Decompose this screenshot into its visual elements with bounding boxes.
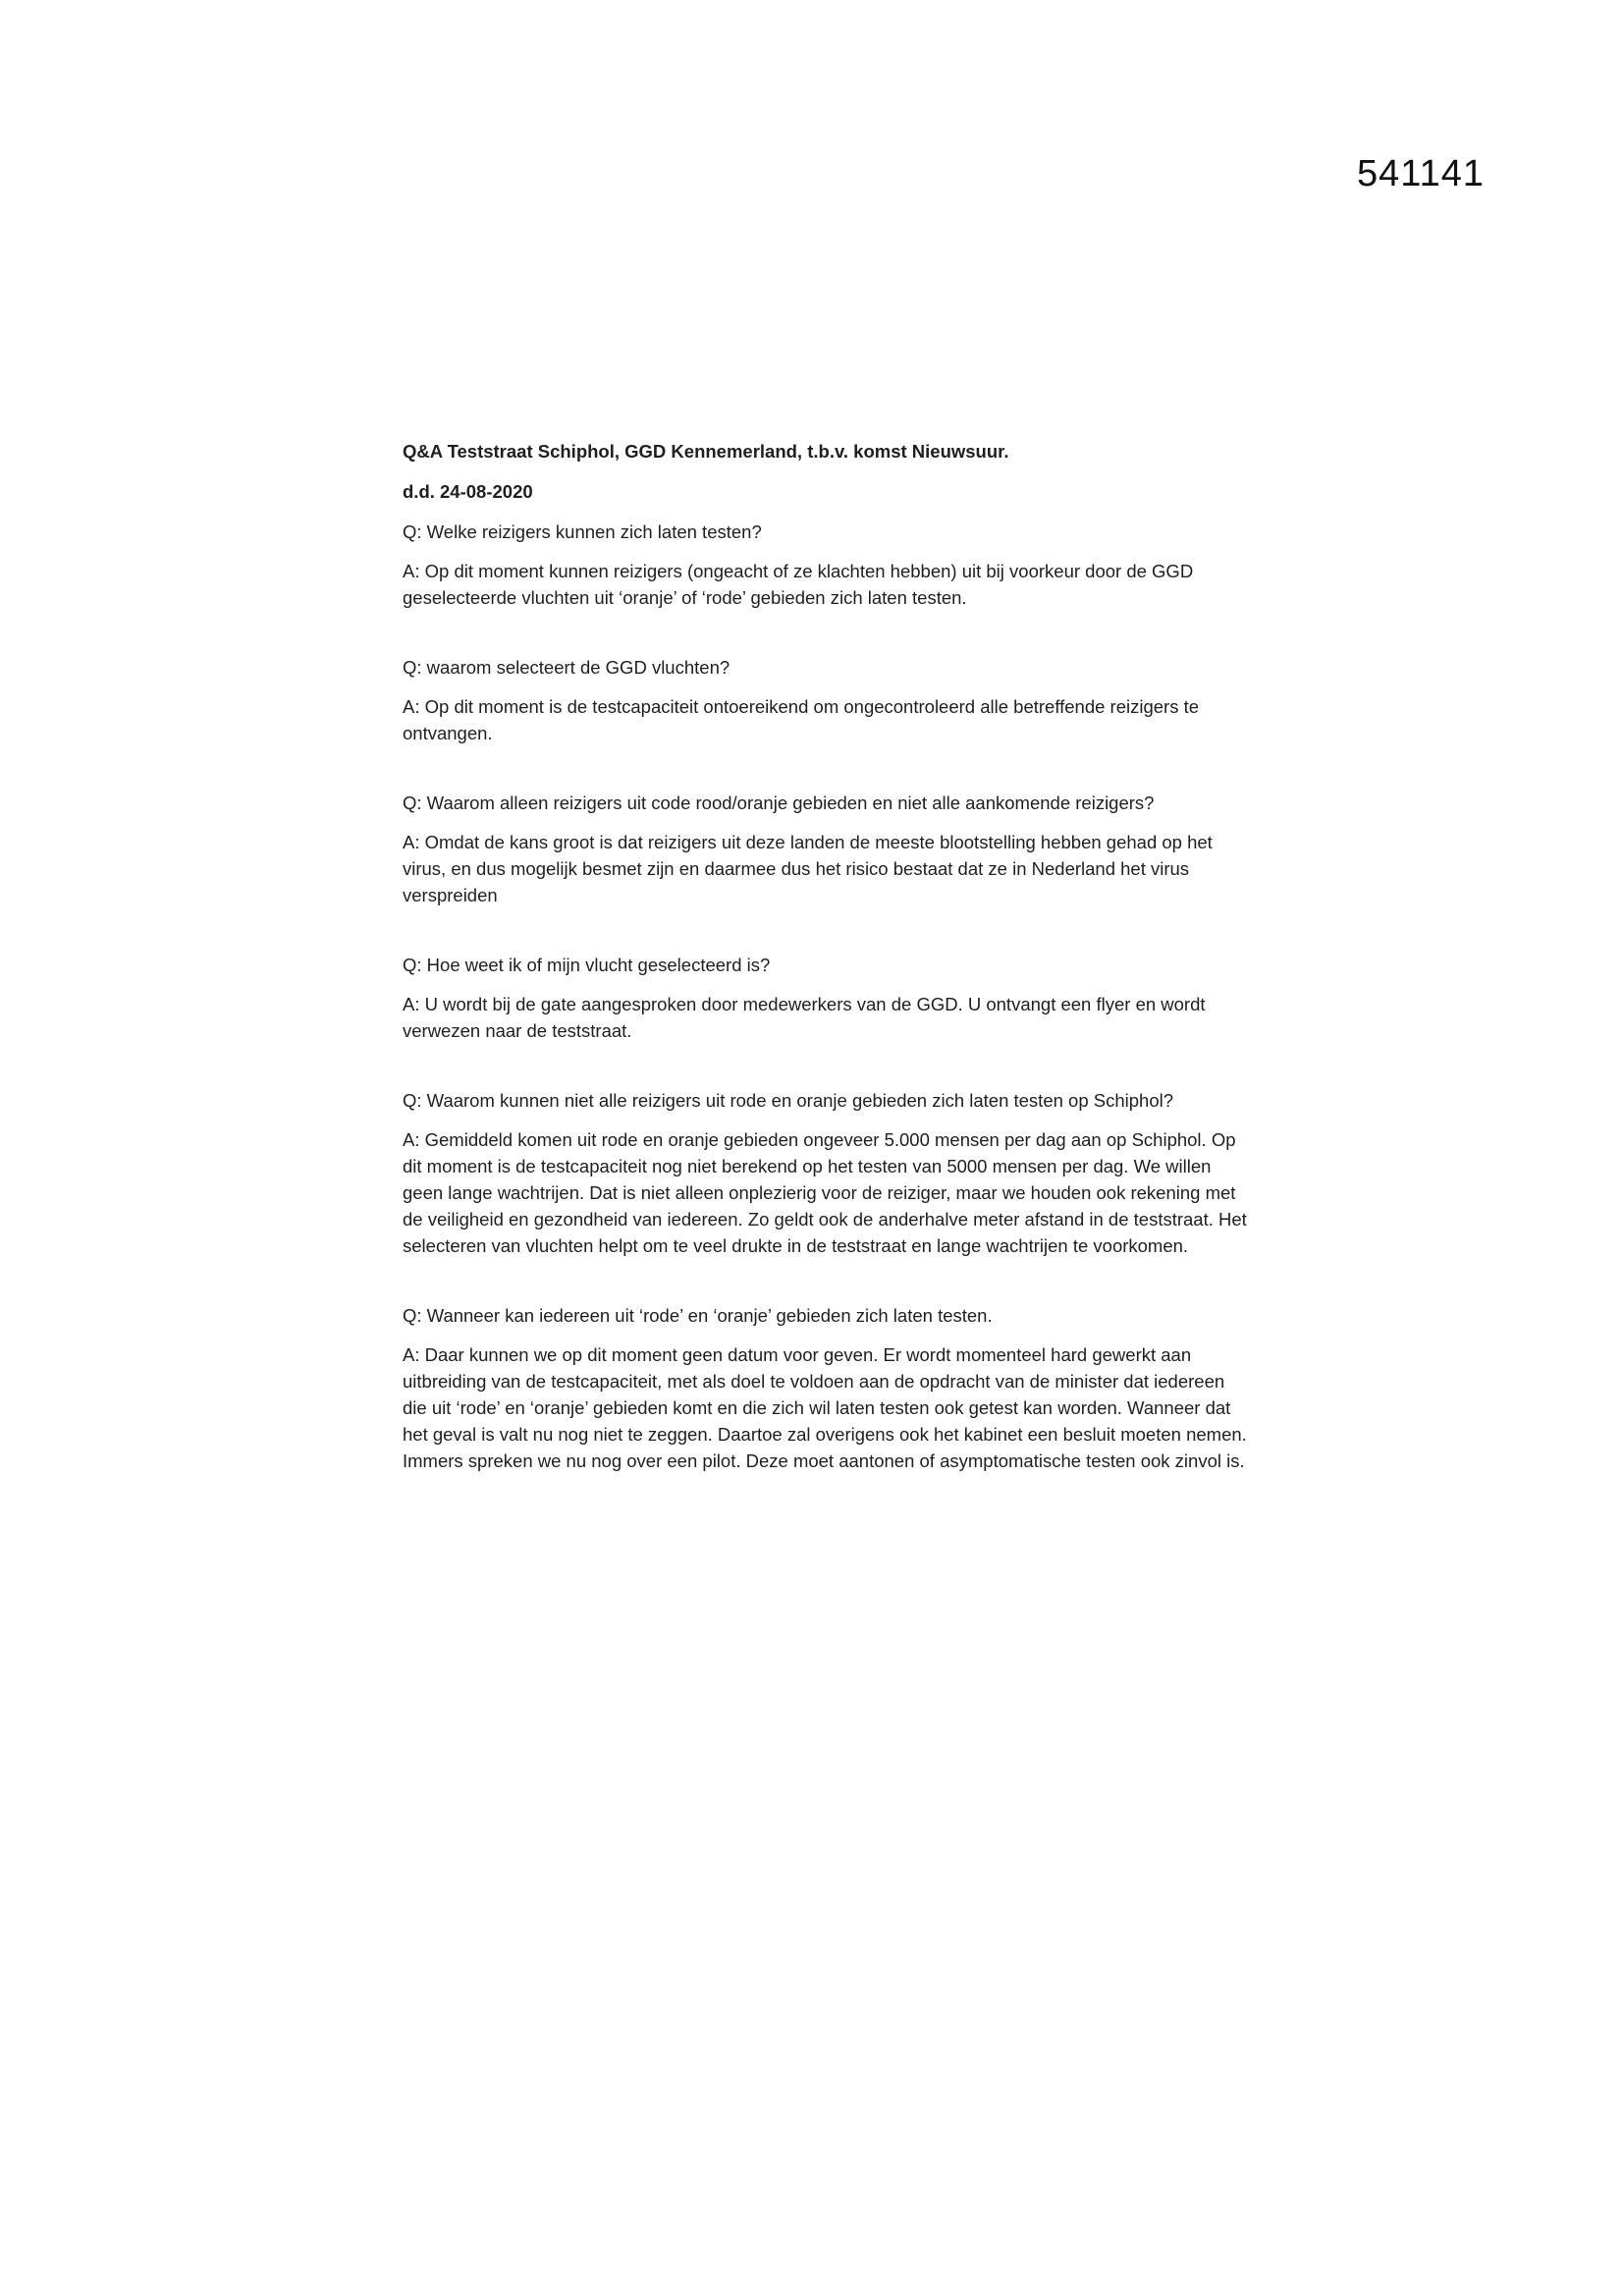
qa-item [403, 519, 1247, 611]
answer-text: A: Op dit moment is de testcapaciteit ontoereikend om ongecontroleerd alle betreffende reizigers te ontvangen. [403, 696, 1200, 743]
qa-document [403, 438, 1247, 1474]
answer-text: A: Gemiddeld komen uit rode en oranje gebieden ongeveer 5.000 mensen per dag aan op Schiphol. Op dit moment is de testcapaciteit nog niet berekend op het testen van 5000 mensen per dag. We willen geen lange wachtrijen. Dat is niet alleen onplezierig voor de reiziger, maar we houden ook rekening met de veiligheid en gezondheid van iedereen. Zo geldt ook de anderhalve meter afstand in de teststraat. Het selecteren van vluchten helpt om te veel drukte in de teststraat en lange wachtrijen te voorkomen. [403, 1129, 1247, 1256]
document-number: 541141 [1357, 153, 1485, 194]
qa-item [403, 1302, 1247, 1474]
answer-text: A: Op dit moment kunnen reizigers (ongeacht of ze klachten hebben) uit bij voorkeur door de GGD geselecteerde vluchten uit ‘oranje’ of ‘rode’ gebieden zich laten testen. [403, 561, 1194, 608]
document-title: Q&A Teststraat Schiphol, GGD Kennemerland, t.b.v. komst Nieuwsuur. [403, 441, 1009, 462]
question-text: Q: Waarom kunnen niet alle reizigers uit rode en oranje gebieden zich laten testen op Schiphol? [403, 1090, 1174, 1111]
question-text: Q: Welke reizigers kunnen zich laten testen? [403, 521, 762, 542]
qa-item [403, 790, 1247, 908]
question-text: Q: waarom selecteert de GGD vluchten? [403, 657, 730, 678]
qa-item [403, 952, 1247, 1044]
question-text: Q: Waarom alleen reizigers uit code rood/oranje gebieden en niet alle aankomende reizigers? [403, 793, 1155, 813]
question-text: Q: Hoe weet ik of mijn vlucht geselecteerd is? [403, 955, 771, 975]
document-date: d.d. 24-08-2020 [403, 481, 533, 502]
answer-text: A: Daar kunnen we op dit moment geen datum voor geven. Er wordt momenteel hard gewerkt aan uitbreiding van de testcapaciteit, met als doel te voldoen aan de opdracht van de minister dat iedereen die uit ‘rode’ en ‘oranje’ gebieden komt en die zich wil laten testen ook getest kan worden. Wanneer dat het geval is valt nu nog niet te zeggen. Daartoe zal overigens ook het kabinet een besluit moeten nemen. Immers spreken we nu nog over een pilot. Deze moet aantonen of asymptomatische testen ook zinvol is. [403, 1344, 1247, 1471]
answer-text: A: U wordt bij de gate aangesproken door medewerkers van de GGD. U ontvangt een flyer en wordt verwezen naar de teststraat. [403, 994, 1206, 1041]
question-text: Q: Wanneer kan iedereen uit ‘rode’ en ‘oranje’ gebieden zich laten testen. [403, 1305, 993, 1326]
answer-text: A: Omdat de kans groot is dat reizigers uit deze landen de meeste blootstelling hebben gehad op het virus, en dus mogelijk besmet zijn en daarmee dus het risico bestaat dat ze in Nederland het virus verspreiden [403, 832, 1213, 905]
qa-item [403, 1087, 1247, 1259]
qa-item [403, 654, 1247, 746]
